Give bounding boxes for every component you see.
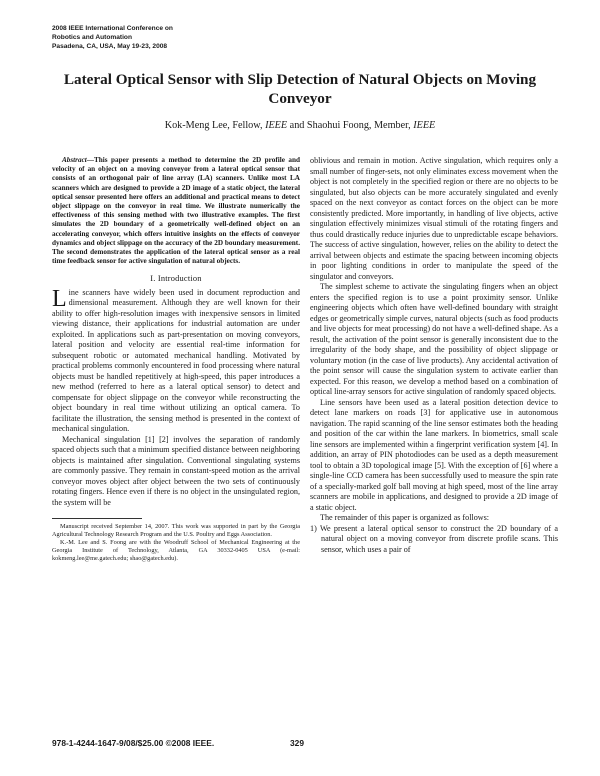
section-heading-introduction: I. Introduction	[150, 274, 202, 284]
right-column	[310, 156, 558, 555]
page-number: 329	[290, 738, 304, 748]
conference-header	[52, 24, 272, 51]
left-column	[52, 156, 300, 563]
right-paragraph-1: oblivious and remain in motion. Active singulation, which requires only a small number of finger-sets, not only eliminates excess movement when the object is not completely in the specified region or there are no objects to be singulated, but also objects can be more accurately singulated and evenly spaced on the next conveyor as contact forces on the object can be more consistently predicted. More importantly, in handling of live objects, active singulation effectively minimizes visual stimuli of the rotating fingers and thus could drastically reduce injuries due to unpredictable escape behaviors. The success of active singulation, however, relies on the ability to detect the arrival between objects and estimate the spacing between incoming objects in poor lighting conditions in order to manipulate the speed of the singulator and conveyors.	[310, 156, 558, 281]
right-paragraph-2: The simplest scheme to activate the singulating fingers when an object enters the specified region is to use a point proximity sensor. Unlike engineering objects which often have well-defined boundary with straight edges or geometrically simple curves, natural objects (such as food products and live objects for meat processing) do not have a well-defined shape. As a result, the activation of the point sensor is generally inconsistent due to the irregularity of the body shape, and the possibility of object slippage or voluntary motion (in the case of live products). Any accidental activation of the point sensor will cause the singulation system to activate earlier than expected. For this reason, we develop a method based on a combination of optical line-array sensors for active singulation of randomly spaced objects.	[310, 282, 558, 396]
conference-line-2: Robotics and Automation	[52, 34, 132, 41]
author-2-org: IEEE	[413, 120, 436, 131]
conference-line-1: 2008 IEEE International Conference on	[52, 25, 173, 32]
abstract-label: Abstract	[62, 156, 87, 164]
right-paragraph-3: Line sensors have been used as a lateral position detection device to detect lane markers on roads [3] for applicative use in autonomous navigation. The rapid scanning of the line sensor estimates both the heading and position of the car within the lane markers. In biometrics, small scale line sensors are implemented within a fingerprint verification system [4]. In addition, an array of PIN photodiodes can be used as a depth measurement tool to obtain a 3D topological image [5]. With the exception of [6] where a single-line CCD camera has been successfully used to measure the spin rate of a specially-marked golf ball moving at high speed, most of the line array scanners are mobile in applications, and designed to provide a 2D image of a static object.	[310, 397, 558, 512]
abstract	[52, 156, 300, 266]
footer-isbn: 978-1-4244-1647-9/08/$25.00 ©2008 IEEE.	[52, 738, 215, 748]
right-paragraph-4: The remainder of this paper is organized as follows:	[320, 513, 490, 522]
author-1: Kok-Meng Lee, Fellow,	[164, 120, 266, 131]
footnote-manuscript: Manuscript received September 14, 2007. This work was supported in part by the Georgia Agricultural Technology Research Program and the U.S. Poultry and Eggs Association.	[52, 523, 300, 539]
author-line	[60, 120, 540, 132]
intro-paragraph-1	[52, 285, 300, 435]
contribution-list-item-1: 1) We present a lateral optical sensor to construct the 2D boundary of a natural object on a moving conveyor from discrete profile scans. This sensor, which uses a pair of	[310, 523, 558, 554]
author-1-org: IEEE	[265, 120, 288, 131]
footnote-affiliation: K.-M. Lee and S. Foong are with the Woodruff School of Mechanical Engineering at the Georgia Institute of Technology, Atlanta, GA 30332-0405 USA (e-mail: kokmeng.lee@me.gatech.edu; shao@gatech.edu).	[52, 539, 300, 563]
conference-line-3: Pasadena, CA, USA, May 19-23, 2008	[52, 43, 168, 50]
intro-paragraph-2: Mechanical singulation [1] [2] involves the separation of randomly spaced objects such that a minimum specified distance between neighboring objects is maintained after singulation. Conventional singulating systems are commonly passive. They remain in constant-speed motion as the arrival conveyor moves object after object between the two sets of continuously rotating fingers. Hence even if there is no object in the unsingulated region, the system will be	[52, 434, 300, 507]
author-conjunction: and Shaohui Foong, Member,	[287, 120, 414, 131]
intro-paragraph-1-text: ine scanners have widely been used in document reproduction and dimensional measurement. Although they are well known for their ability to offer high-resolution images with inexpensive sensors in limited viewing distance, their applications for industrial automation are under exploited. In applications such as part-presentation on moving conveyors, lateral position and velocity are essential real-time information for subsequent robotic or automated mechanical handling. Motivated by practical problems commonly encountered in food processing where natural objects must be handled repetitively at high-speed, this paper introduces a new method (referred to here as a lateral optical sensor) to detect and compensate for object slippage on the conveyor while reconstructing the object boundary in real time without utilizing an optical camera. To facilitate the illustration, the sensing method is presented in the context of mechanical singulation.	[52, 287, 300, 434]
drop-cap: L	[52, 285, 67, 312]
footnote-divider	[52, 518, 142, 519]
paper-title: Lateral Optical Sensor with Slip Detection of Natural Objects on Moving Conveyor	[63, 71, 537, 107]
abstract-text: —This paper presents a method to determine the 2D profile and velocity of an object on a moving conveyor from a lateral optical sensor that consists of an orthogonal pair of line array (LA) scanners. Unlike most LA scanners which are designed to provide a 2D image of a static object, the lateral optical sensor presented here offers an additional and practical means to detect object slippage on the conveyor in real time. We illustrate numerically the effectiveness of this sensing method with two illustrative examples. The first simulates the 2D boundary of a geometrically well-defined object on an accelerating conveyor, which offers intuitive insights on the effects of conveyor dynamics and object slippage on the accuracy of the 2D boundary measurement. The second demonstrates the application of the lateral optical sensor as a real time feedback sensor for active singulation of natural objects.	[52, 156, 300, 266]
